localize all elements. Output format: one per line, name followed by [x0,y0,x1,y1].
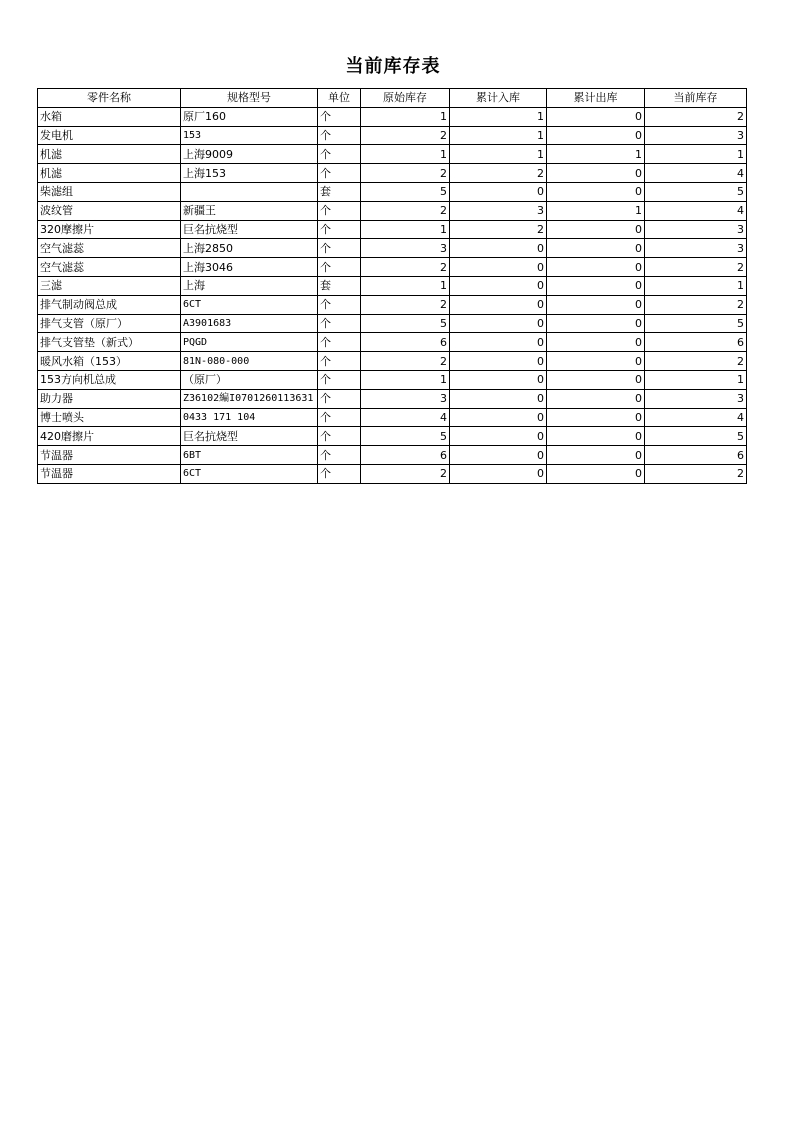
cell-unit: 个 [318,464,361,483]
cell-initial-stock: 2 [361,164,450,183]
cell-spec: 上海2850 [181,239,318,258]
cell-total-out: 0 [547,446,645,465]
cell-total-out: 0 [547,352,645,371]
cell-unit: 个 [318,258,361,277]
cell-part-name: 助力器 [38,389,181,408]
table-row [38,389,747,408]
cell-unit: 个 [318,201,361,220]
cell-spec: A3901683 [181,314,318,333]
cell-part-name: 博士喷头 [38,408,181,427]
cell-initial-stock: 1 [361,145,450,164]
cell-initial-stock: 5 [361,182,450,201]
cell-unit: 个 [318,145,361,164]
table-row [38,258,747,277]
cell-unit: 个 [318,333,361,352]
cell-part-name: 空气滤蕊 [38,239,181,258]
inventory-table [37,88,747,484]
cell-part-name: 发电机 [38,126,181,145]
header-row [38,89,747,108]
table-row [38,276,747,295]
cell-spec: 巨名抗烧型 [181,427,318,446]
cell-initial-stock: 2 [361,295,450,314]
cell-initial-stock: 1 [361,370,450,389]
cell-total-in: 1 [450,145,547,164]
cell-initial-stock: 6 [361,446,450,465]
cell-initial-stock: 6 [361,333,450,352]
cell-current-stock: 3 [645,389,747,408]
table-row [38,446,747,465]
cell-spec [181,182,318,201]
cell-current-stock: 6 [645,446,747,465]
cell-total-in: 1 [450,107,547,126]
cell-spec: Z36102編I0701260113631 [181,389,318,408]
cell-part-name: 排气支管垫（新式） [38,333,181,352]
cell-current-stock: 5 [645,427,747,446]
cell-part-name: 排气制动阀总成 [38,295,181,314]
cell-initial-stock: 3 [361,389,450,408]
cell-total-in: 0 [450,276,547,295]
cell-current-stock: 1 [645,145,747,164]
cell-part-name: 暖风水箱（153） [38,352,181,371]
cell-total-out: 0 [547,164,645,183]
cell-spec: 上海9009 [181,145,318,164]
cell-total-in: 0 [450,464,547,483]
cell-spec: 6BT [181,446,318,465]
table-row [38,201,747,220]
cell-current-stock: 1 [645,276,747,295]
cell-spec: 0433 171 104 [181,408,318,427]
cell-unit: 个 [318,220,361,239]
cell-unit: 个 [318,446,361,465]
table-row [38,408,747,427]
cell-spec: PQGD [181,333,318,352]
cell-unit: 个 [318,408,361,427]
cell-total-in: 0 [450,239,547,258]
table-row [38,182,747,201]
cell-current-stock: 2 [645,352,747,371]
cell-unit: 个 [318,352,361,371]
cell-total-in: 1 [450,126,547,145]
cell-part-name: 320摩擦片 [38,220,181,239]
cell-current-stock: 4 [645,201,747,220]
cell-total-in: 3 [450,201,547,220]
cell-initial-stock: 4 [361,408,450,427]
cell-spec: 上海 [181,276,318,295]
cell-initial-stock: 1 [361,107,450,126]
cell-total-in: 0 [450,182,547,201]
cell-current-stock: 2 [645,464,747,483]
cell-total-out: 0 [547,295,645,314]
cell-current-stock: 2 [645,107,747,126]
cell-total-in: 0 [450,408,547,427]
table-row [38,333,747,352]
column-header-unit: 单位 [318,89,361,108]
cell-spec: 81N-080-000 [181,352,318,371]
cell-current-stock: 4 [645,408,747,427]
cell-current-stock: 5 [645,182,747,201]
cell-initial-stock: 5 [361,427,450,446]
cell-spec: 原厂160 [181,107,318,126]
cell-total-in: 2 [450,164,547,183]
cell-unit: 个 [318,427,361,446]
cell-total-in: 0 [450,427,547,446]
cell-part-name: 节温器 [38,464,181,483]
cell-initial-stock: 5 [361,314,450,333]
cell-initial-stock: 2 [361,201,450,220]
cell-unit: 套 [318,276,361,295]
table-row [38,164,747,183]
cell-spec: 新疆王 [181,201,318,220]
cell-current-stock: 1 [645,370,747,389]
cell-unit: 个 [318,107,361,126]
table-row [38,239,747,258]
cell-total-in: 0 [450,295,547,314]
cell-total-out: 0 [547,182,645,201]
column-header-total-out: 累计出库 [547,89,645,108]
cell-unit: 套 [318,182,361,201]
cell-current-stock: 3 [645,220,747,239]
table-row [38,464,747,483]
cell-current-stock: 3 [645,126,747,145]
table-row [38,370,747,389]
table-row [38,427,747,446]
cell-total-in: 0 [450,352,547,371]
table-row [38,295,747,314]
cell-total-out: 0 [547,107,645,126]
cell-current-stock: 5 [645,314,747,333]
cell-total-in: 2 [450,220,547,239]
cell-unit: 个 [318,126,361,145]
cell-total-in: 0 [450,314,547,333]
cell-total-out: 1 [547,145,645,164]
cell-part-name: 排气支管（原厂） [38,314,181,333]
column-header-spec: 规格型号 [181,89,318,108]
cell-initial-stock: 1 [361,276,450,295]
cell-total-out: 0 [547,126,645,145]
cell-part-name: 153方向机总成 [38,370,181,389]
page-title: 当前库存表 [345,56,441,77]
cell-initial-stock: 2 [361,126,450,145]
cell-total-in: 0 [450,258,547,277]
cell-total-out: 0 [547,220,645,239]
cell-current-stock: 6 [645,333,747,352]
cell-part-name: 水箱 [38,107,181,126]
cell-total-out: 0 [547,389,645,408]
cell-unit: 个 [318,370,361,389]
cell-total-out: 0 [547,427,645,446]
cell-total-out: 0 [547,370,645,389]
table-row [38,107,747,126]
cell-total-out: 0 [547,239,645,258]
cell-initial-stock: 2 [361,464,450,483]
cell-total-out: 1 [547,201,645,220]
table-row [38,220,747,239]
cell-part-name: 机滤 [38,145,181,164]
cell-total-out: 0 [547,408,645,427]
table-row [38,145,747,164]
cell-spec: 6CT [181,295,318,314]
cell-spec: 上海3046 [181,258,318,277]
table-row [38,126,747,145]
cell-part-name: 柴滤组 [38,182,181,201]
cell-unit: 个 [318,389,361,408]
cell-initial-stock: 2 [361,352,450,371]
cell-total-out: 0 [547,333,645,352]
table-row [38,314,747,333]
cell-initial-stock: 3 [361,239,450,258]
cell-total-in: 0 [450,370,547,389]
cell-part-name: 420磨擦片 [38,427,181,446]
cell-spec: （原厂） [181,370,318,389]
cell-current-stock: 2 [645,258,747,277]
cell-part-name: 空气滤蕊 [38,258,181,277]
cell-spec: 6CT [181,464,318,483]
column-header-total-in: 累计入库 [450,89,547,108]
cell-unit: 个 [318,295,361,314]
cell-initial-stock: 1 [361,220,450,239]
cell-total-in: 0 [450,333,547,352]
cell-total-out: 0 [547,464,645,483]
column-header-initial-stock: 原始库存 [361,89,450,108]
cell-spec: 巨名抗烧型 [181,220,318,239]
cell-spec: 上海153 [181,164,318,183]
column-header-current-stock: 当前库存 [645,89,747,108]
cell-current-stock: 4 [645,164,747,183]
cell-total-out: 0 [547,314,645,333]
cell-part-name: 三滤 [38,276,181,295]
cell-total-in: 0 [450,389,547,408]
cell-part-name: 波纹管 [38,201,181,220]
cell-current-stock: 2 [645,295,747,314]
cell-unit: 个 [318,239,361,258]
cell-part-name: 节温器 [38,446,181,465]
cell-initial-stock: 2 [361,258,450,277]
cell-spec: 153 [181,126,318,145]
cell-unit: 个 [318,164,361,183]
cell-total-out: 0 [547,258,645,277]
cell-total-in: 0 [450,446,547,465]
table-row [38,352,747,371]
column-header-part-name: 零件名称 [38,89,181,108]
cell-unit: 个 [318,314,361,333]
cell-part-name: 机滤 [38,164,181,183]
cell-total-out: 0 [547,276,645,295]
cell-current-stock: 3 [645,239,747,258]
